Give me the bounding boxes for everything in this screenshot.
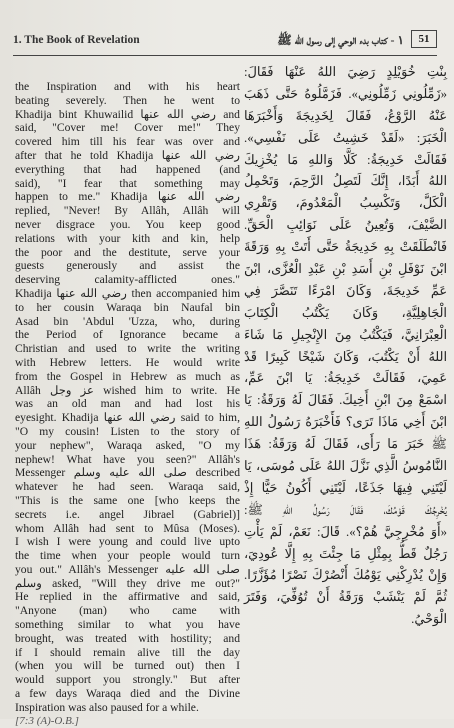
page-number: 51 (411, 30, 437, 48)
english-line: after that he told Khadija رضي الله عنها (15, 148, 240, 162)
arabic-line: الْوَحْيُ. (411, 612, 447, 627)
english-line: the poor and the destitute, serve your (15, 245, 240, 259)
english-line: to her cousin Waraqa bin Naufal bin (15, 300, 240, 314)
arabic-line: عَنْهُ الرَّوْعُ، فَقَالَ لِخَدِيجَةَ وَأَخْبَرَهَا (244, 108, 447, 123)
english-line: replied, "Never! By Allâh, Allâh will (15, 204, 240, 218)
header-rule (13, 55, 437, 56)
english-line: beating severely. Then he went to (15, 93, 240, 107)
english-line: Messenger صلى الله عليه وسلم described (15, 466, 240, 480)
arabic-line: اللهُ أَبَدًا، إِنَّكَ لَتَصِلُ الرَّحِمَ، وَتَحْمِلُ (244, 174, 447, 189)
english-line: everything that had happened (and (15, 162, 240, 176)
arabic-line: فَانْطَلَقَتْ بِهِ خَدِيجَةُ حَتَّى أَتَتْ بِهِ وَرَقَةَ (244, 240, 447, 255)
arabic-line: عَمِيَ، فَقَالَتْ خَدِيجَةُ: يَا ابْنَ عَمِّ، (244, 371, 447, 386)
english-line: "Anyone (man) who came with (15, 604, 240, 618)
arabic-line: الْكَلَّ، وَتَكْسِبُ الْمَعْدُومَ، وَتَقْرِي (244, 196, 447, 211)
arabic-line: الضَّيْفَ، وَتُعِينُ عَلَى نَوَائِبِ الْحَقِّ. (244, 218, 447, 233)
english-line: Allâh عز وجل wished him to write. He (15, 383, 240, 397)
arabic-text-column (244, 62, 447, 631)
english-line: you out." Allâh's Messenger صلى الله عليه (15, 562, 241, 576)
english-line: He replied in the affirmative and said, (15, 590, 240, 604)
english-line: deserving calamity-afflicted ones." (15, 273, 240, 287)
english-line: nephew! What have you seen?" Allâh's (15, 452, 240, 466)
arabic-line: ابْنَ نَوْفَلِ بْنِ أَسَدِ بْنِ عَبْدِ الْعُزَّى، ابْنَ (244, 262, 447, 277)
english-line: (when you will be turned out) then I (15, 659, 240, 673)
arabic-line: يُخْرِجُكَ قَوْمُكَ، فَقَالَ رَسُولُ اللهِ ﷺ: (244, 502, 447, 517)
english-line: your nephew", Waraqa asked, "O my (15, 438, 240, 452)
english-line: brought, was treated with hostility; and (15, 631, 240, 645)
english-line: "This is the same one [who keeps the (15, 493, 240, 507)
english-line: covered him till his fear was over and (15, 135, 240, 149)
english-line: Christian and used to write the writing (15, 342, 240, 356)
english-line: Asad bin 'Abdul 'Uzza, who, during (15, 314, 240, 328)
english-translation-column (15, 80, 240, 728)
arabic-line: بِنْتِ خُوَيْلِدٍ رَضِيَ اللهُ عَنْهَا فَقَالَ: (244, 65, 447, 79)
english-line: the Period of Ignorance became a (15, 328, 240, 342)
english-line: وسلم asked, "Will they drive me out?" (15, 576, 240, 590)
arabic-line: الْخَبَرَ: «لَقَدْ خَشِيتُ عَلَى نَفْسِي». (244, 130, 447, 145)
english-line: eyesight. Khadija رضي الله عنها said to him, (15, 411, 240, 425)
english-line: with Hebrew letters. He would write (15, 355, 240, 369)
arabic-line: «زَمِّلُونِي زَمِّلُونِي». فَزَمَّلُوهُ حَتَّى ذَهَبَ (244, 86, 447, 101)
arabic-line: ابْنَ أَخِي مَاذَا تَرَى؟ فَأَخْبَرَهُ رَسُولُ اللهِ (244, 415, 447, 430)
arabic-line: رَجُلٌ قَطُّ بِمِثْلِ مَا جِئْتَ بِهِ إِلَّا عُودِيَ، (244, 546, 447, 561)
arabic-line: ثُمَّ لَمْ يَنْشَبْ وَرَقَةُ أَنْ تُوُفِّيَ، وَفَتَرَ (244, 590, 447, 605)
english-line: I wish I were young and could live upto (15, 535, 240, 549)
hadith-reference: [7:3 (A)-O.B.] (15, 714, 79, 727)
english-line: said), "I fear that something may (15, 176, 240, 190)
english-line: the Inspiration and with his heart (15, 80, 240, 93)
arabic-line: عَمِّ خَدِيجَةَ، وَكَانَ امْرَءًا تَنَصَّرَ فِي (244, 283, 447, 298)
english-line: relations with your kith and kin, help (15, 231, 240, 245)
arabic-line: وَإِنْ يُدْرِكْنِي يَوْمُكَ أَنْصُرْكَ نَصْرًا مُؤَزَّرًا. (244, 568, 447, 583)
english-line: happen to me." Khadija رضي الله عنها (15, 190, 240, 204)
page-header (0, 28, 454, 54)
arabic-line: اسْمَعْ مِنَ ابْنِ أَخِيكَ. فَقَالَ لَهُ وَرَقَةُ: يَا (244, 393, 447, 408)
english-line: a few days Waraqa died and the Divine (15, 687, 240, 701)
arabic-line: الْعِبْرَانِيَّ، فَيَكْتُبُ مِنَ الإِنْجِيلِ مَا شَاءَ (244, 327, 447, 342)
arabic-line: اللهُ أَنْ يَكْتُبَ، وَكَانَ شَيْخًا كَبِيرًا قَدْ (244, 349, 447, 364)
english-line: from the Gospel in Hebrew as much as (15, 369, 240, 383)
english-line: whom Allâh had sent to Mûsa (Moses). (15, 521, 240, 535)
english-line: guests generously and assist the (15, 259, 240, 273)
english-line: would support you strongly." But after (15, 673, 240, 687)
english-line: something similar to what you have (15, 618, 240, 632)
arabic-line: النَّامُوسُ الَّذِي نَزَّلَ اللهُ عَلَى مُوسَى، يَا (244, 459, 447, 474)
arabic-chapter-title: ١ - كتاب بدء الوحي إلى رسول الله ﷺ (277, 33, 404, 47)
arabic-line: «أَوَ مُخْرِجِيَّ هُمْ؟». قَالَ: نَعَمْ، لَمْ يَأْتِ (244, 524, 447, 539)
arabic-line: الْجَاهِلِيَّةِ، وَكَانَ يَكْتُبُ الْكِتَابَ (244, 305, 447, 320)
english-line: the time when your people would turn (15, 549, 240, 563)
arabic-line: فَقَالَتْ خَدِيجَةُ: كَلَّا وَاللهِ مَا يُخْزِيكَ (244, 152, 447, 167)
arabic-line: ﷺ خَبَرَ مَا رَأَى، فَقَالَ لَهُ وَرَقَةُ: هَذَا (244, 437, 447, 452)
english-line: "O my cousin! Listen to the story of (15, 424, 240, 438)
english-line: Inspiration was also paused for a while. (15, 700, 199, 714)
english-line: Khadija bint Khuwailid رضي الله عنها and (15, 107, 240, 121)
chapter-title: 1. The Book of Revelation (13, 34, 140, 46)
english-line: never disgrace you. You keep good (15, 217, 240, 231)
english-line: whatever he had seen. Waraqa said, (15, 480, 240, 494)
english-line: Khadija رضي الله عنها then accompanied him (15, 286, 240, 300)
english-line: if I should remain alive till the day (15, 645, 240, 659)
english-line: said, "Cover me! Cover me!" They (15, 121, 240, 135)
english-line: was an old man and had lost his (15, 397, 240, 411)
english-line: secrets i.e. angel Jibrael (Gabriel)] (15, 507, 240, 521)
arabic-line: لَيْتَنِي فِيهَا جَذَعًا، لَيْتَنِي أَكُونُ حَيًّا إِذْ (244, 480, 447, 495)
